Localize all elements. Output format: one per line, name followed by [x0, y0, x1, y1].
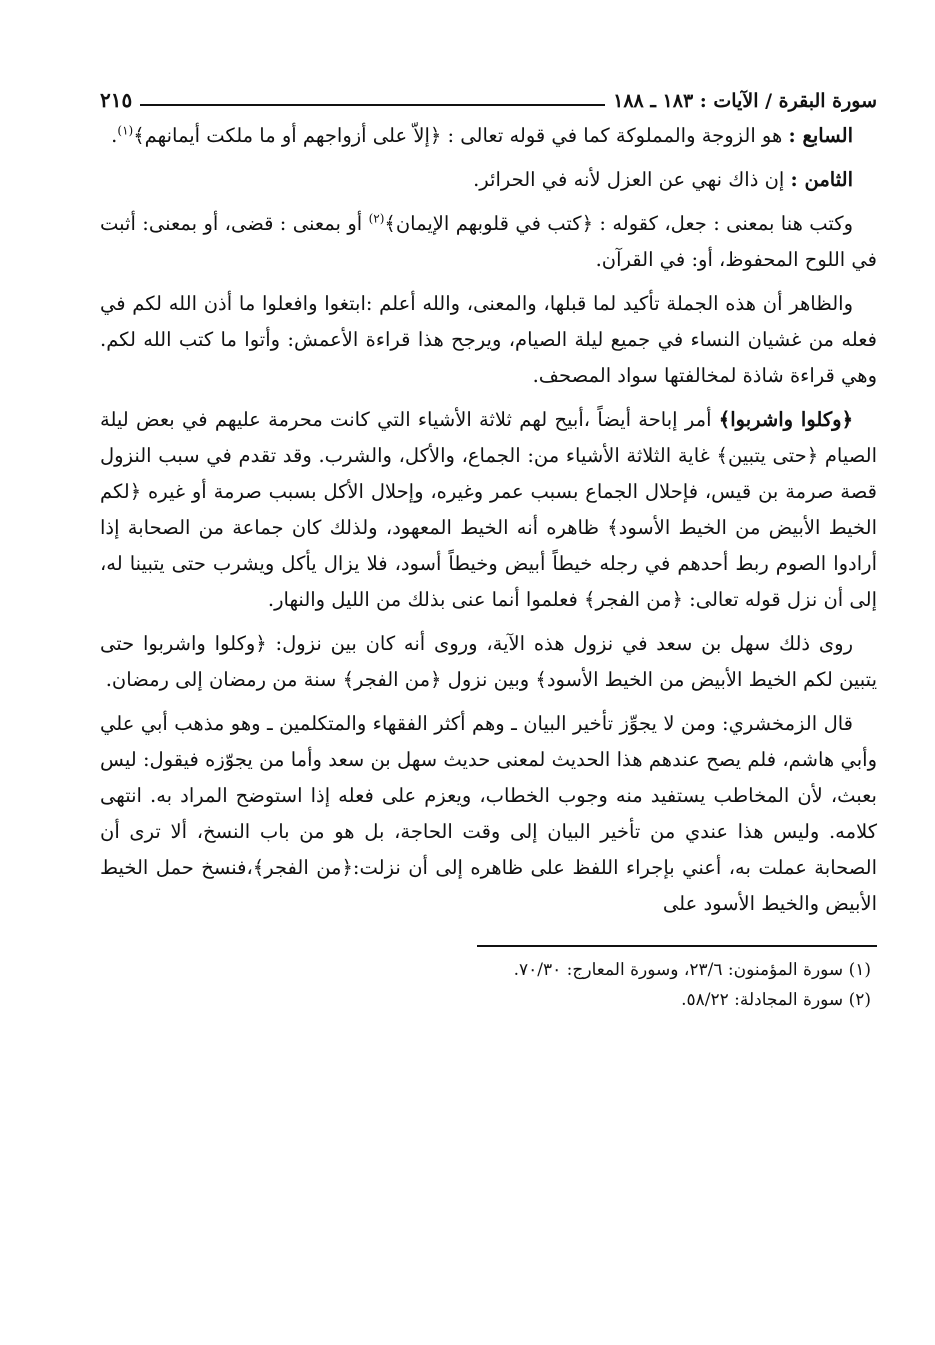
footnotes — [100, 955, 877, 1015]
paragraph-text: والظاهر أن هذه الجملة تأكيد لما قبلها، والمعنى، والله أعلم :ابتغوا وافعلوا ما أذن الله لكم في فعله من غشيان النساء في جميع ليلة الصيام، ويرجح هذا قراءة الأعمش: وأتوا ما كتب الله لكم. وهي قراءة شاذة لمخالفتها سواد المصحف. — [100, 292, 877, 387]
footnote-separator — [100, 932, 877, 951]
paragraph-text: قال الزمخشري: ومن لا يجوِّز تأخير البيان ـ وهم أكثر الفقهاء والمتكلمين ـ وهو مذهب أبي علي وأبي هاشم، فلم يصح عندهم هذا الحديث لمعنى حديث سهل بن سعد وأما من يجوّزه فيقول: ليس بعبث، لأن المخاطب يستفيد منه وجوب الخطاب، ويعزم على فعله إذا استوضح المراد به. انتهى كلامه. وليس هذا عندي من تأخير البيان إلى وقت الحاجة، بل هو من باب النسخ، ألا ترى أن الصحابة عملت به، أعني بإجراء اللفظ على ظاهره إلى أن نزلت:﴿من الفجر﴾،فنسخ حمل الخيط الأبيض والخيط الأسود على — [100, 712, 877, 915]
paragraph — [100, 206, 877, 278]
footnote: (١) سورة المؤمنون: ٢٣/٦، وسورة المعارج: ٧٠/٣٠. — [513, 960, 871, 980]
paragraph-text: أمر إباحة أيضاً ،أبيح لهم ثلاثة الأشياء التي كانت محرمة عليهم في بعض ليلة الصيام ﴿حتى يتبين﴾ غاية الثلاثة الأشياء من: الجماع، والأكل، والشرب. وقد تقدم في سبب النزول قصة صرمة بن قيس، فإحلال الجماع بسبب عمر وغيره، وإحلال الأكل بسبب صرمة أو غيره ﴿لكم الخيط الأبيض من الخيط الأسود﴾ ظاهره أنه الخيط المعهود، ولذلك كان جماعة من الصحابة إذا أرادوا الصوم ربط أحدهم في رجله خيطاً أبيض وخيطاً أسود، فلا يزال يأكل ويشرب حتى يتبينا له، إلى أن نزل قوله تعالى: ﴿من الفجر﴾ فعلموا أنما عنى بذلك من الليل والنهار. — [100, 408, 877, 611]
running-header — [100, 78, 877, 112]
paragraph — [100, 118, 877, 154]
paragraph — [100, 286, 877, 394]
surah-title: سورة البقرة / الآيات : ١٨٣ ـ ١٨٨ — [613, 90, 877, 112]
paragraph-text: إن ذاك نهي عن العزل لأنه في الحرائر. — [473, 168, 785, 191]
paragraph-tail: أو بمعنى : قضى، أو بمعنى: أثبت في اللوح المحفوظ، أو: في القرآن. — [100, 212, 877, 271]
paragraph-lead: ﴿وكلوا واشربوا﴾ — [718, 408, 853, 431]
paragraph — [100, 706, 877, 922]
main-text — [100, 118, 877, 922]
paragraph-text: هو الزوجة والمملوكة كما في قوله تعالى : ﴿إلاّ على أزواجهم أو ما ملكت أيمانهم﴾ — [133, 124, 783, 147]
paragraph-tail: . — [111, 124, 118, 147]
page-number: ٢١٥ — [100, 88, 133, 112]
paragraph-text: روى ذلك سهل بن سعد في نزول هذه الآية، وروى أنه كان بين نزول: ﴿وكلوا واشربوا حتى يتبين لكم الخيط الأبيض من الخيط الأسود﴾ وبين نزول ﴿من الفجر﴾ سنة من رمضان إلى رمضان. — [100, 632, 877, 691]
paragraph — [100, 162, 877, 198]
footnote-ref: (٢) — [368, 211, 385, 226]
footnote: (٢) سورة المجادلة: ٥٨/٢٢. — [681, 990, 871, 1010]
footnote-ref: (١) — [117, 123, 134, 138]
paragraph — [100, 626, 877, 698]
paragraph-lead: الثامن : — [790, 168, 853, 191]
paragraph — [100, 402, 877, 618]
paragraph-text: وكتب هنا بمعنى : جعل، كقوله : ﴿كتب في قلوبهم الإيمان﴾ — [384, 212, 853, 235]
header-rule — [140, 104, 605, 106]
paragraph-lead: السابع : — [788, 124, 853, 147]
